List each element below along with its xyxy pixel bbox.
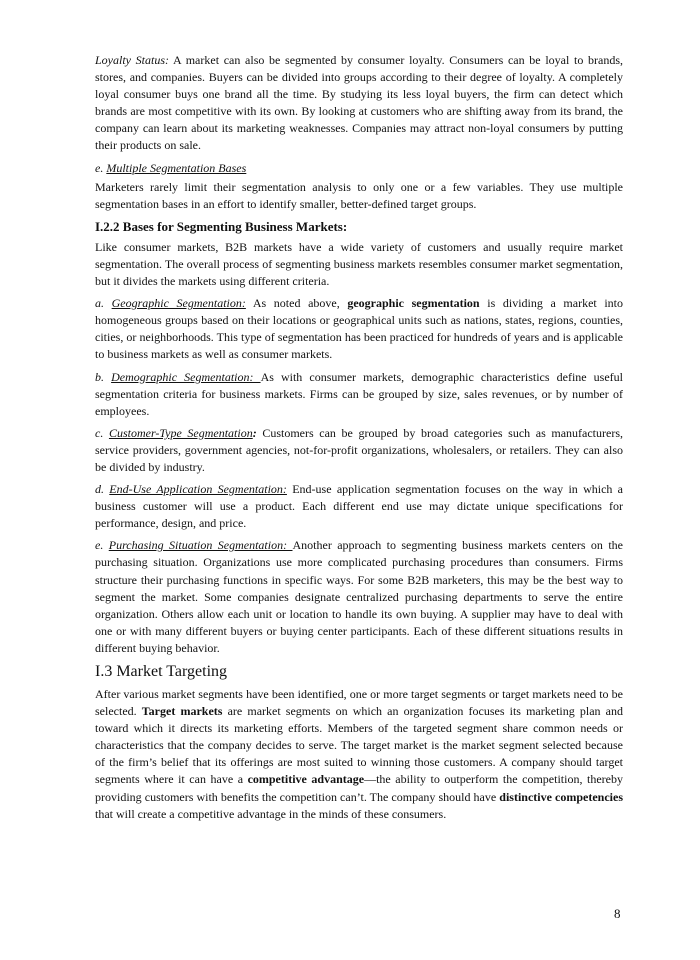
purchasing-prefix: e.	[95, 538, 109, 553]
target-markets-term: Target markets	[141, 704, 223, 719]
end-use-title: End-Use Application Segmentation:	[109, 482, 287, 497]
multiple-bases-title: Multiple Segmentation Bases	[106, 160, 247, 175]
demographic-title: Demographic Segmentation:	[111, 369, 261, 384]
targeting-text-3: —the ability to outperform the competition, thereby providing customers with benefits the competition can’t. The company should have	[95, 772, 623, 804]
demographic-prefix: b.	[95, 369, 112, 384]
purchasing-title: Purchasing Situation Segmentation:	[108, 538, 293, 553]
market-targeting-paragraph	[95, 686, 623, 823]
distinctive-competencies-term: distinctive competencies	[499, 789, 623, 804]
purchasing-text: Another approach to segmenting business markets centers on the purchasing situation. Organizations use more complicated purchasing procedures than consumers. Firms structure their purchasing functions in specific ways. For some B2B marketers, this may be the best way to segment the market. Some companies designate centralized purchasing departments to serve the entire organization. Others allow each unit or location to handle its own buying. A supplier may have to deal with one or with many different buyers or buying center participants. Each of these different situations results in different buying behavior.	[95, 538, 623, 655]
geographic-segmentation-paragraph	[95, 295, 623, 363]
targeting-text-4: that will create a competitive advantage in the minds of these consumers.	[95, 806, 447, 821]
geographic-prefix: a.	[95, 296, 112, 311]
multiple-bases-prefix: e.	[95, 160, 107, 175]
section-1-2-2-heading: I.2.2 Bases for Segmenting Business Markets:	[95, 218, 348, 234]
page-number: 8	[614, 906, 621, 921]
end-use-segmentation-paragraph	[95, 481, 623, 532]
loyalty-status-label: Loyalty Status:	[95, 53, 170, 67]
multiple-bases-heading	[95, 160, 623, 177]
end-use-text: End-use application segmentation focuses on the way in which a business customer will use a product. Each different end use may dictate unique specifications for performance, design, and price.	[95, 482, 623, 531]
targeting-text-2: are market segments on which an organization focuses its marketing plan and toward which it directs its marketing efforts. Members of the targeted segment share common needs or characteristics that the company decides to serve. The target market is the market segment selected because of the firm’s belief that its offerings are most suited to winning those customers. A company should target segments where it can have a	[95, 704, 623, 787]
customer-type-segmentation-paragraph	[95, 425, 623, 476]
business-markets-intro: Like consumer markets, B2B markets have a wide variety of customers and usually require market segmentation. The overall process of segmenting business markets resembles consumer market segmentation, but it divides the markets using different criteria.	[95, 239, 623, 289]
demographic-text: As with consumer markets, demographic characteristics define useful segmentation criteria for business markets. Firms can be grouped by size, sales revenues, or by number of employees.	[95, 369, 624, 418]
targeting-text-1: After various market segments have been identified, one or more target segments or target markets need to be selected.	[95, 687, 623, 719]
geographic-text-2: is dividing a market into homogeneous groups based on their locations or geographical units such as nations, states, regions, counties, cities, or neighborhoods. This type of segmentation has been practiced for hundreds of years and is applicable to business markets as well as consumer markets.	[95, 296, 624, 362]
customer-type-colon: :	[252, 425, 257, 440]
competitive-advantage-term: competitive advantage	[247, 772, 365, 787]
end-use-prefix: d.	[95, 482, 110, 497]
section-1-3-heading: I.3 Market Targeting	[95, 663, 228, 680]
purchasing-situation-paragraph	[95, 537, 623, 657]
multiple-bases-paragraph: Marketers rarely limit their segmentation analysis to only one or a few variables. They use multiple segmentation bases in an effort to identify smaller, better-defined target groups.	[95, 179, 623, 211]
customer-type-title: Customer-Type Segmentation	[108, 425, 253, 440]
geographic-title: Geographic Segmentation:	[111, 296, 246, 311]
demographic-segmentation-paragraph	[95, 369, 623, 420]
geographic-text-1: As noted above,	[245, 296, 348, 311]
loyalty-status-paragraph	[95, 52, 623, 155]
page-content	[95, 52, 623, 828]
geographic-bold-term: geographic segmentation	[347, 296, 480, 311]
customer-type-text: Customers can be grouped by broad categories such as manufacturers, service providers, government agencies, not-for-profit organizations, wholesalers, or retailers. They can also be divided by industry.	[95, 425, 624, 474]
customer-type-prefix: c.	[95, 425, 109, 440]
loyalty-status-text: A market can also be segmented by consumer loyalty. Consumers can be loyal to brands, stores, and companies. Buyers can be divided into groups according to their degree of loyalty. A completely loyal consumer buys one brand all the time. By studying its less loyal buyers, the firm can detect which brands are most competitive with its own. By looking at customers who are shifting away from its brand, the company can learn about its marketing weaknesses. Companies may attract non-loyal consumers by putting their products on sale.	[95, 53, 623, 153]
